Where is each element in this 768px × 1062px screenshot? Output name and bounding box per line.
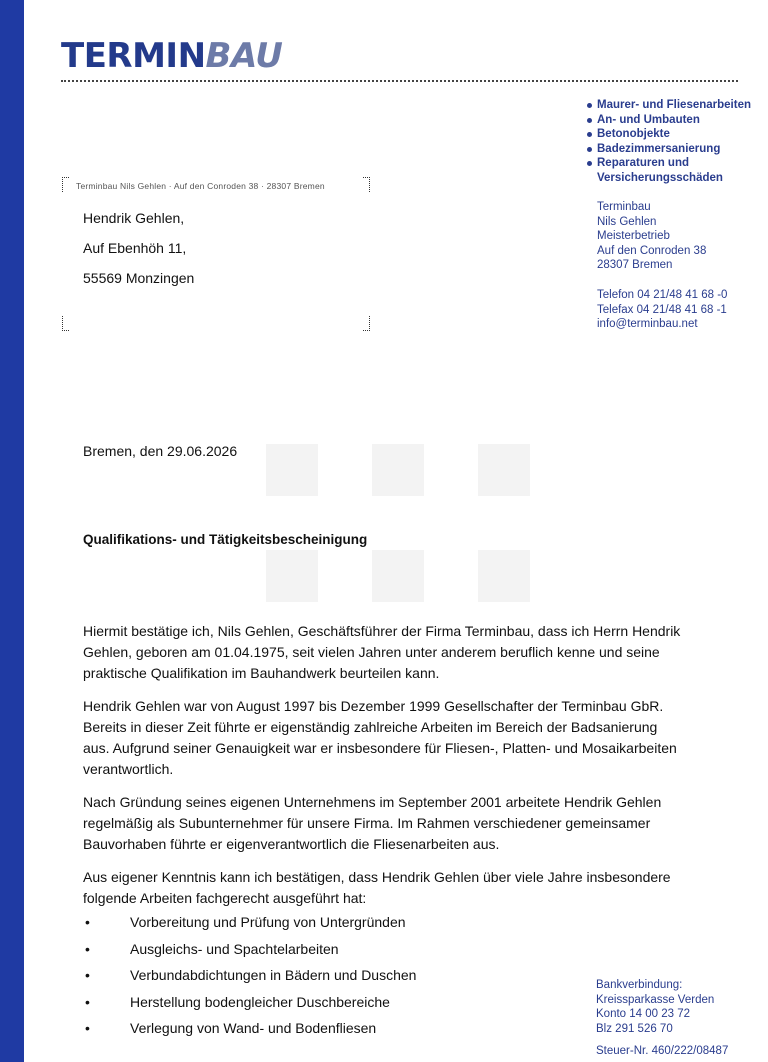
contact-block [597,288,727,332]
recipient-city: 55569 Monzingen [83,270,195,286]
body-paragraph: Hendrik Gehlen war von August 1997 bis Dezember 1999 Gesellschafter der Terminbau GbR. Bereits in dieser Zeit führte er eigenständig zahlreiche Arbeiten im Bereich der Badsanierung aus. Aufgrund seiner Genauigkeit war er insbesondere für Fliesen-, Platten- und Mosaikarbeiten verantwortlich. [83,698,677,777]
side-accent-bar [0,0,24,1062]
service-item: Maurer- und Fliesenarbeiten [585,98,751,113]
logo-part-termin: TERMIN [61,36,206,76]
recipient-street: Auf Ebenhöh 11, [83,240,187,256]
bank-line: Blz 291 526 70 [596,1022,673,1035]
body-paragraph: Aus eigener Kenntnis kann ich bestätigen, dass Hendrik Gehlen über viele Jahre insbesondere folgende Arbeiten fachgerecht ausgeführt hat: [83,869,671,906]
bank-line: Konto 14 00 23 72 [596,1008,690,1021]
company-line: Auf den Conroden 38 [597,244,707,257]
recipient-address [83,203,194,293]
letter-body [83,621,683,1042]
service-item: An- und Umbauten [585,113,751,128]
company-logo [61,36,282,76]
task-item: • Verlegung von Wand- und Bodenfliesen [83,1015,683,1042]
body-paragraph: Hiermit bestätige ich, Nils Gehlen, Geschäftsführer der Firma Terminbau, dass ich Herrn Hendrik Gehlen, geboren am 01.04.1975, seit vielen Jahren unter anderem beruflich kenne und seine praktische Qualifikation im Bauhandwerk beurteilen kann. [83,623,681,681]
address-window-corner [62,316,69,331]
watermark-tile [372,444,424,496]
address-window-corner [363,177,370,192]
watermark-tile [372,550,424,602]
service-item: Reparaturen und [585,156,751,171]
fax-number: Telefax 04 21/48 41 68 -1 [597,303,727,316]
watermark-tile [478,444,530,496]
bank-line: Kreissparkasse Verden [596,993,715,1006]
sender-return-address: Terminbau Nils Gehlen · Auf den Conroden 38 · 28307 Bremen [76,181,325,191]
service-item-continued: Versicherungsschäden [597,171,723,184]
bank-details [596,978,714,1036]
services-list [585,98,751,186]
watermark-tile [478,550,530,602]
company-line: Meisterbetrieb [597,230,670,243]
phone-number: Telefon 04 21/48 41 68 -0 [597,289,728,301]
recipient-name: Hendrik Gehlen, [83,210,185,226]
task-item: • Verbundabdichtungen in Bädern und Duschen [83,962,683,989]
company-address-block [597,200,706,273]
logo-part-bau: BAU [205,36,283,76]
body-paragraph: Nach Gründung seines eigenen Unternehmens im September 2001 arbeitete Hendrik Gehlen regelmäßig als Subunternehmer für unsere Firma. Im Rahmen verschiedener gemeinsamer Bauvorhaben führte er eigenverantwortlich die Fliesenarbeiten aus. [83,794,662,852]
service-item: Badezimmersanierung [585,142,751,157]
company-line: 28307 Bremen [597,259,673,272]
task-list [83,909,683,1042]
company-line: Terminbau [597,201,651,213]
address-window-corner [62,177,69,192]
address-window-corner [363,316,370,331]
task-item: • Vorbereitung und Prüfung von Untergründen [83,909,683,936]
service-item: Betonobjekte [585,127,751,142]
email-address: info@terminbau.net [597,318,698,331]
company-line: Nils Gehlen [597,215,657,228]
letter-date: Bremen, den 29.06.2026 [83,443,238,459]
watermark-tile [266,550,318,602]
task-item: • Herstellung bodengleicher Duschbereiche [83,989,683,1016]
tax-number: Steuer-Nr. 460/222/08487 [596,1045,729,1057]
letter-subject: Qualifikations- und Tätigkeitsbescheinigung [83,532,368,547]
task-item: • Ausgleichs- und Spachtelarbeiten [83,936,683,963]
header-dotted-divider [61,80,738,82]
watermark-tile [266,444,318,496]
bank-line: Bankverbindung: [596,979,683,991]
